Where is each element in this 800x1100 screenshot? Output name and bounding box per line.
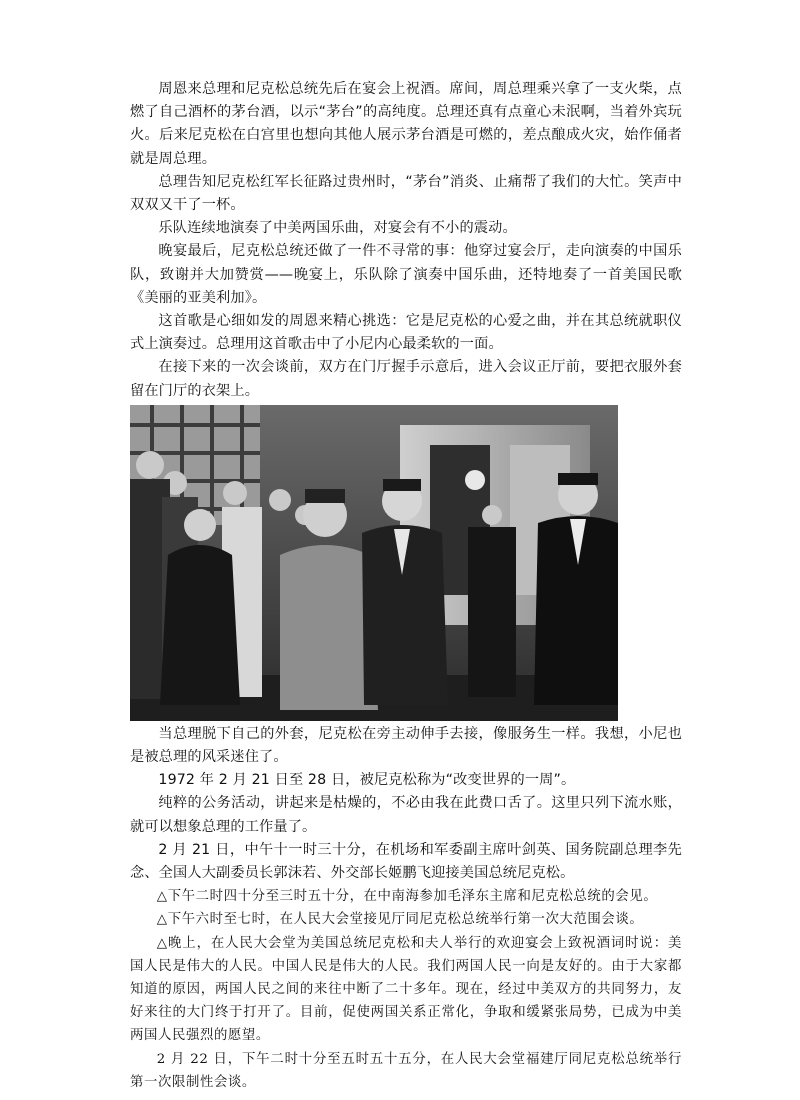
- paragraph-first-talks: △下午六时至七时，在人民大会堂接见厅同尼克松总统举行第一次大范围会谈。: [156, 912, 644, 928]
- paragraph-toast: 周恩来总理和尼克松总统先后在宴会上祝酒。席间，周总理乘兴拿了一支火柴，点燃了自己酒杯的茅台酒，以示“茅台”的高纯度。总理还真有点童心未泯啊，当着外宾玩火。后来尼克松在白宫里也想向其他人展示茅台酒是可燃的，差点酿成火灾，始作俑者就是周总理。: [130, 81, 682, 167]
- paragraph-song: 这首歌是心细如发的周恩来精心挑选：它是尼克松的心爱之曲，并在其总统就职仪式上演奏过。总理用这首歌击中了小尼内心最柔软的一面。: [130, 313, 682, 353]
- paragraph-band: 乐队连续地演奏了中美两国乐曲，对宴会有不小的震动。: [158, 220, 517, 237]
- photo-illustration: [130, 405, 618, 721]
- paragraph-long-march: 总理告知尼克松红军长征路过贵州时，“茅台”消炎、止痛帮了我们的大忙。笑声中双双又干了一杯。: [130, 173, 682, 214]
- paragraph-coat-hall: 在接下来的一次会谈前，双方在门厅握手示意后，进入会议正厅前，要把衣服外套留在门厅的衣架上。: [130, 359, 682, 399]
- paragraph-coat-caption: 当总理脱下自己的外套，尼克松在旁主动伸手去接，像服务生一样。我想，小尼也是被总理的风采迷住了。: [130, 725, 682, 766]
- paragraph-feb22: 2 月 22 日，下午二时十分至五时五十五分，在人民大会堂福建厅同尼克松总统举行第一次限制性会谈。: [130, 1051, 682, 1090]
- paragraph-workload: 纯粹的公务活动，讲起来是枯燥的，不必由我在此费口舌了。这里只列下流水账，就可以想象总理的工作量了。: [130, 795, 682, 835]
- historical-photo: [130, 405, 618, 721]
- paragraph-week: 1972 年 2 月 21 日至 28 日，被尼克松称为“改变世界的一周”。: [158, 772, 576, 789]
- paragraph-toast-speech: △晚上，在人民大会堂为美国总统尼克松和夫人举行的欢迎宴会上致祝酒词时说：美国人民是伟大的人民。中国人民是伟大的人民。我们两国人民一向是友好的。由于大家都知道的原因，两国人民之间的来往中断了二十多年。现在，经过中美双方的共同努力，友好来往的大门终于打开了。目前，促使两国关系正常化，争取和缓紧张局势，已成为中美两国人民强烈的愿望。: [130, 935, 682, 1044]
- paragraph-mao-meeting: △下午二时四十分至三时五十分，在中南海参加毛泽东主席和尼克松总统的会见。: [156, 889, 658, 905]
- document-page: [130, 78, 682, 1094]
- paragraph-banquet-end: 晚宴最后，尼克松总统还做了一件不寻常的事：他穿过宴会厅，走向演奏的中国乐队，致谢并大加赞赏——晚宴上，乐队除了演奏中国乐曲，还特地奏了一首美国民歌《美丽的亚美利加》。: [130, 243, 682, 306]
- paragraph-feb21: 2 月 21 日，中午十一时三十分，在机场和军委副主席叶剑英、国务院副总理李先念、全国人大副委员长郭沫若、外交部长姬鹏飞迎接美国总统尼克松。: [130, 841, 682, 882]
